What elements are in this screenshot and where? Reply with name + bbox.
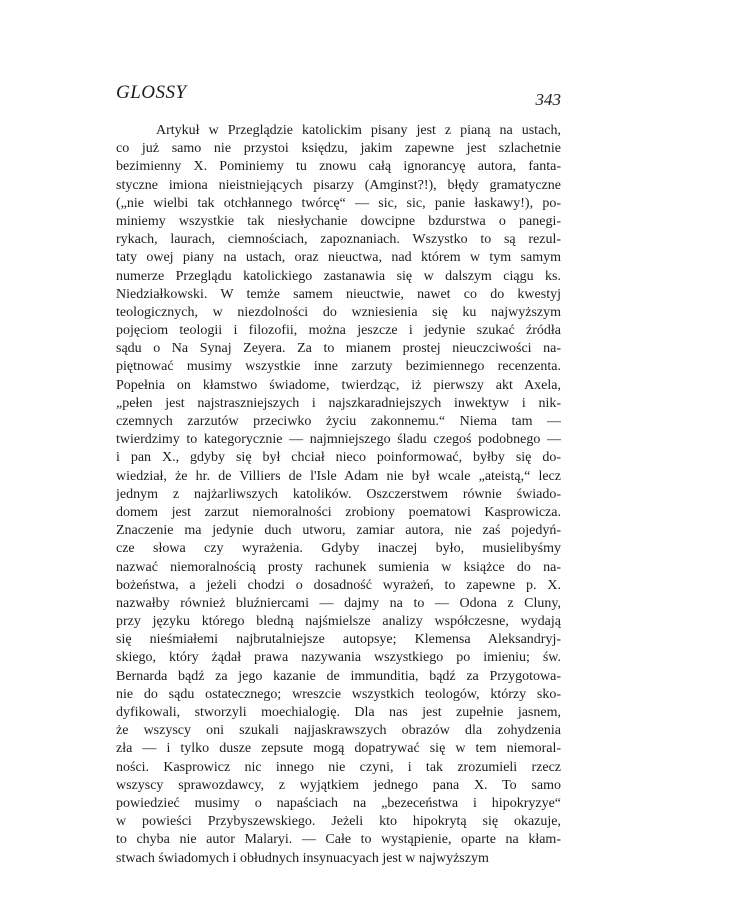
text-line: i pan X., gdyby się był chciał nieco poinformować, byłby się do-: [116, 450, 561, 466]
text-line: Bernarda bądź za jego kazanie de immunditia, bądź za Przygotowa-: [116, 668, 561, 684]
text-line: numerze Przeglądu katolickiego zastanawia się w dalszym ciągu ks.: [116, 268, 561, 284]
text-line: powiedzieć musimy o napaściach na „bezeceństwa i hipokryzye“: [116, 795, 561, 811]
text-line: nazwać niemoralnością prosty rachunek sumienia w książce do na-: [116, 559, 561, 575]
text-line: „pełen jest najstraszniejszych i najszkaradniejszych inwektyw i nik-: [116, 395, 561, 411]
text-line: Znaczenie ma jedynie duch utworu, zamiar autora, nie zaś pojedyń-: [116, 523, 561, 539]
text-line: zła — i tylko dusze zepsute mogą dopatrywać się w tem niemoral-: [116, 741, 561, 757]
text-line: miniemy wszystkie tak niesłychanie dowcipne bzdurstwa o panegi-: [116, 213, 561, 229]
page-header: [116, 82, 561, 112]
text-line: Popełnia on kłamstwo świadome, twierdząc, iż pierwszy akt Axela,: [116, 377, 561, 393]
text-line: rykach, laurach, ciemnościach, zapoznaniach. Wszystko to są rezul-: [116, 232, 561, 248]
body-paragraph: [116, 122, 561, 868]
text-line: styczne imiona nieistniejących pisarzy (Amginst?!), błędy gramatyczne: [116, 177, 561, 193]
text-line: to chyba nie autor Malaryi. — Całe to wystąpienie, oparte na kłam-: [116, 832, 561, 848]
text-line: czemnych zarzutów przeciwko życiu zakonnemu.“ Niema tam —: [116, 414, 561, 429]
text-line: ności. Kasprowicz nic innego nie czyni, i tak zrozumieli rzecz: [116, 759, 561, 775]
running-head: GLOSSY: [116, 82, 187, 103]
text-line: teologicznych, w niezdolności do wzniesienia się ku najwyższym: [116, 304, 561, 320]
text-line: wiedział, że hr. de Villiers de l'Isle Adam nie był wcale „ateistą,“ lecz: [116, 468, 561, 484]
text-line: jednym z najżarliwszych katolików. Oszczerstwem równie świado-: [116, 486, 561, 502]
text-line: przy języku którego bledną najśmielsze analizy współczesne, wydają: [116, 614, 561, 630]
text-line: co już samo nie przystoi księdzu, jakim zapewne jest szlachetnie: [116, 141, 561, 157]
text-line: nazwałby również bluźniercami — dajmy na to — Odona z Cluny,: [116, 595, 561, 611]
text-line: piętnować musimy wszystkie inne zarzuty bezimiennego recenzenta.: [116, 359, 561, 375]
text-line: twierdzimy to kategorycznie — najmniejszego śladu czegoś podobnego —: [116, 432, 561, 448]
text-line: wszyscy sprawozdawcy, z wyjątkiem jednego pana X. To samo: [116, 777, 561, 793]
text-line: taty owej piany na ustach, oraz nieuctwa, nad którem w tym samym: [116, 250, 561, 266]
text-line: Artykuł w Przeglądzie katolickim pisany jest z pianą na ustach,: [156, 123, 561, 138]
text-line: dyfikowali, stworzyli moechialogię. Dla nas jest zupełnie jasnem,: [116, 705, 561, 720]
text-line: Niedziałkowski. W temże samem nieuctwie, nawet co do kwestyj: [116, 286, 561, 302]
text-line: pojęciom teologii i filozofii, można jeszcze i jedynie szukać źródła: [116, 323, 561, 339]
text-line: bożeństwa, a jeżeli chodzi o dosadność wyrażeń, to zapewne p. X.: [116, 577, 561, 593]
text-line: stwach świadomych i obłudnych insynuacyach jest w najwyższym: [116, 850, 489, 866]
text-line: w powieści Przybyszewskiego. Jeżeli kto hipokrytą się okazuje,: [116, 814, 561, 830]
text-line: że wszyscy oni szukali najjaskrawszych obrazów dla zohydzenia: [116, 723, 561, 739]
text-line: skiego, który żądał prawa nazywania wszystkiego po imieniu; św.: [116, 650, 561, 666]
page-number: 343: [535, 90, 561, 109]
text-line: („nie wielbi tak otchłannego twórcę“ — sic, sic, panie łaskawy!), po-: [116, 195, 561, 211]
text-line: bezimienny X. Pominiemy tu znowu całą ignorancyę autora, fanta-: [116, 159, 561, 175]
text-line: domem jest zarzut niemoralności zrobiony poematowi Kasprowicza.: [116, 504, 561, 520]
text-line: sądu o Na Synaj Zeyera. Za to mianem prostej nieuczciwości na-: [116, 341, 561, 357]
text-line: cze słowa czy wyrażenia. Gdyby inaczej było, musielibyśmy: [116, 541, 561, 557]
text-line: nie do sądu ostatecznego; wreszcie wszystkich teologów, którzy sko-: [116, 686, 561, 702]
text-line: się nieśmiałemi najbrutalniejsze autopsye; Klemensa Aleksandryj-: [116, 632, 561, 648]
